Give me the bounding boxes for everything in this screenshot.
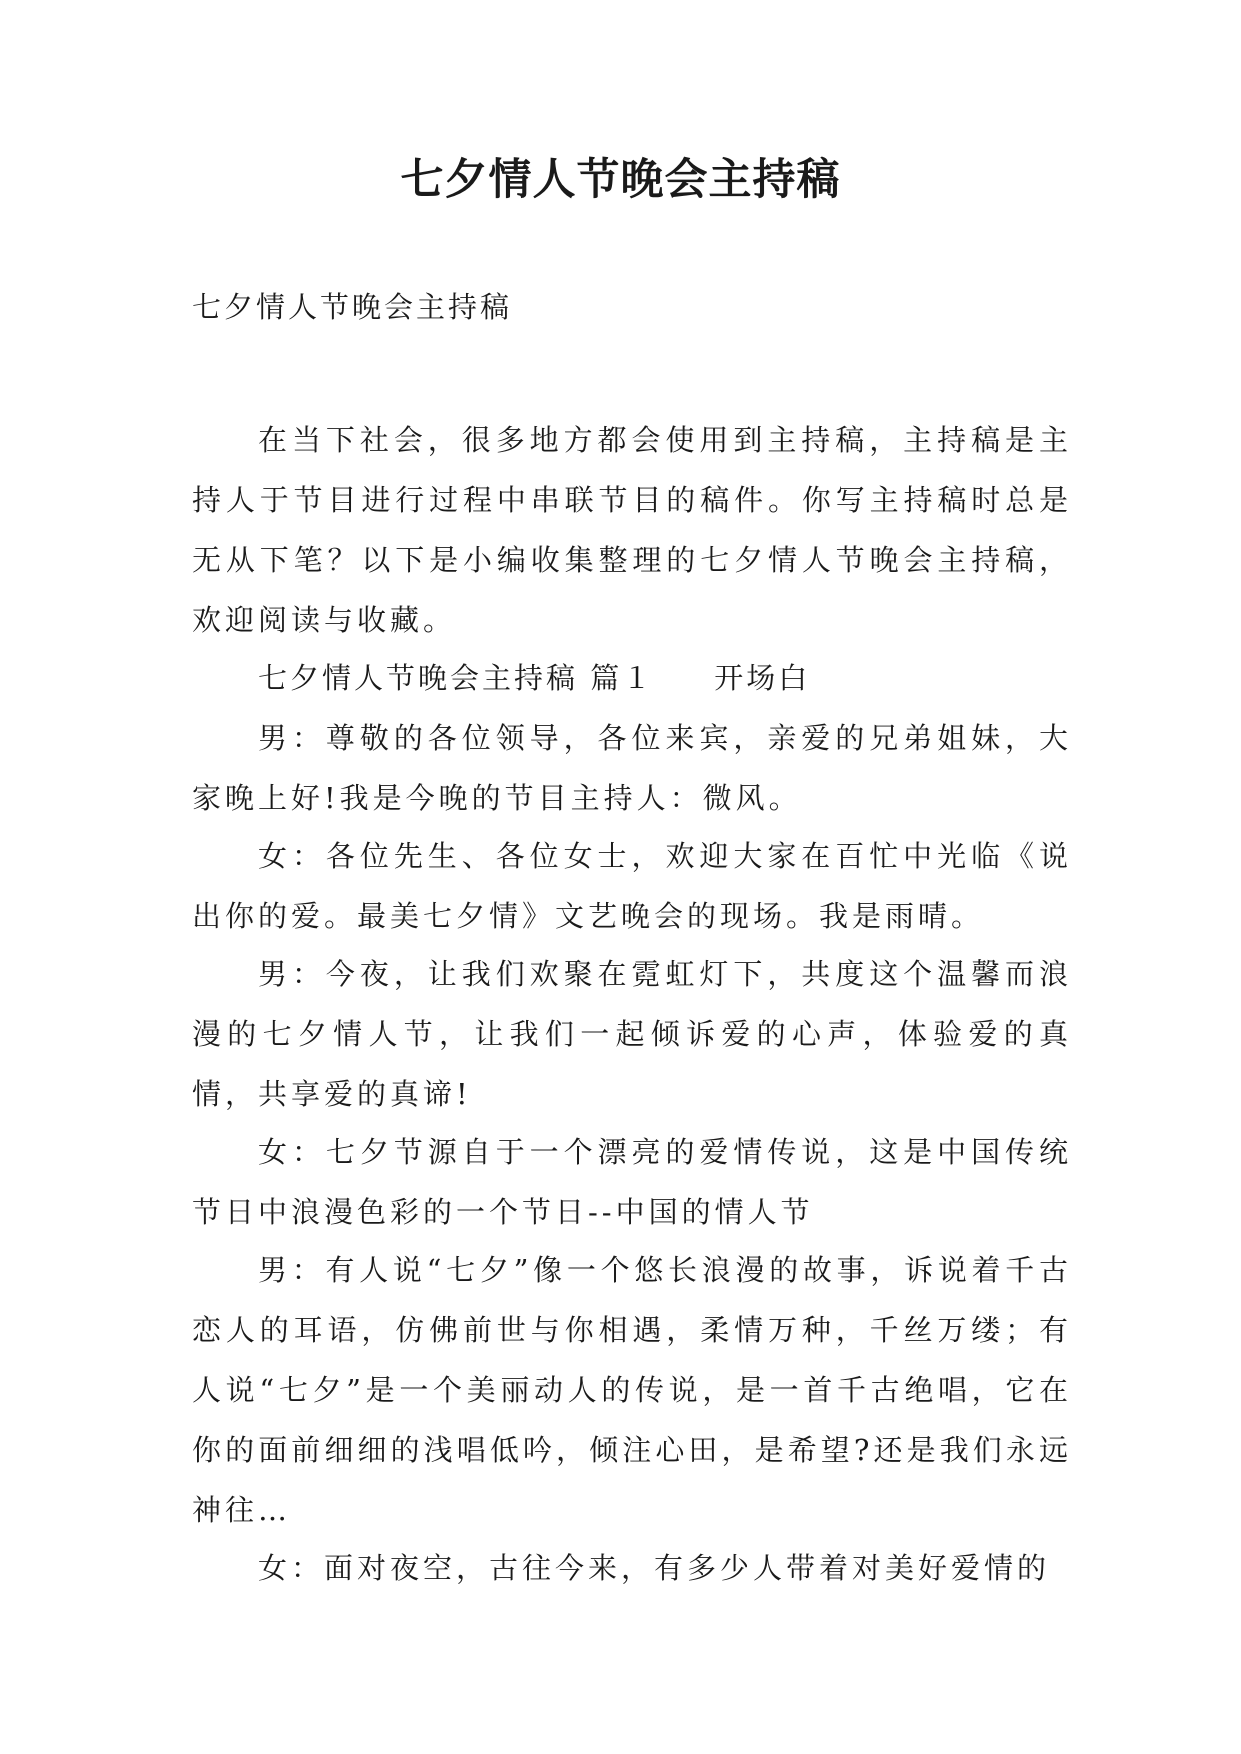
section-title: 七夕情人节晚会主持稿 篇１	[258, 661, 655, 695]
document-body	[192, 410, 1072, 1596]
dialogue-paragraph: 男：有人说“七夕”像一个悠长浪漫的故事，诉说着千古恋人的耳语，仿佛前世与你相遇，柔情万种，千丝万缕；有人说“七夕”是一个美丽动人的传说，是一首千古绝唱，它在你的面前细细的浅唱低吟，倾注心田，是希望?还是我们永远神往…	[192, 1253, 1072, 1527]
intro-paragraph: 在当下社会，很多地方都会使用到主持稿，主持稿是主持人于节目进行过程中串联节目的稿件。你写主持稿时总是无从下笔？以下是小编收集整理的七夕情人节晚会主持稿，欢迎阅读与收藏。	[192, 423, 1072, 637]
dialogue-paragraph: 女：七夕节源自于一个漂亮的爱情传说，这是中国传统节日中浪漫色彩的一个节日--中国的情人节	[192, 1135, 1072, 1229]
section-heading	[192, 648, 1072, 708]
document-subtitle: 七夕情人节晚会主持稿	[192, 290, 513, 324]
dialogue-paragraph: 女：面对夜空，古往今来，有多少人带着对美好爱情的	[258, 1551, 1051, 1585]
dialogue-paragraph: 男：今夜，让我们欢聚在霓虹灯下，共度这个温馨而浪漫的七夕情人节，让我们一起倾诉爱的心声，体验爱的真情，共享爱的真谛!	[192, 957, 1072, 1111]
document-title: 七夕情人节晚会主持稿	[400, 155, 841, 205]
dialogue-paragraph: 女：各位先生、各位女士，欢迎大家在百忙中光临《说出你的爱。最美七夕情》文艺晚会的现场。我是雨晴。	[192, 839, 1072, 933]
section-label: 开场白	[714, 661, 811, 695]
dialogue-paragraph: 男：尊敬的各位领导，各位来宾，亲爱的兄弟姐妹，大家晚上好!我是今晚的节目主持人：微风。	[192, 721, 1072, 815]
